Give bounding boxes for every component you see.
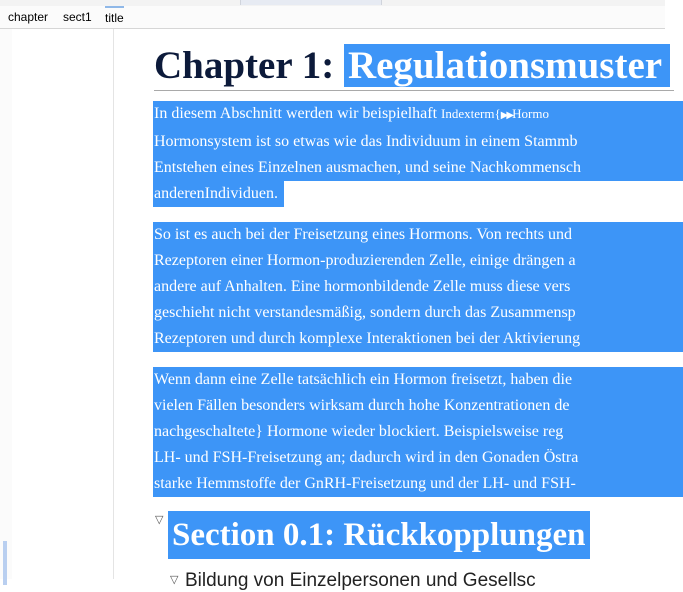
paragraph-line: Rezeptoren und durch komplexe Interaktionen bei der Aktivierung [153, 326, 683, 352]
chapter-title-prefix: Chapter 1: [154, 44, 335, 87]
paragraph-1[interactable] [153, 101, 683, 207]
subsection-collapse-triangle-icon[interactable]: ▽ [170, 573, 179, 586]
document-editor[interactable] [113, 29, 665, 591]
indexterm-text: Hormo [512, 106, 549, 121]
paragraph-line: Wenn dann eine Zelle tatsächlich ein Hormon freisetzt, haben die [153, 367, 683, 393]
paragraph-line: anderenIndividuen. [153, 181, 284, 207]
paragraph-line: Rezeptoren einer Hormon-produzierenden Zelle, einige drängen a [153, 248, 683, 274]
paragraph-line: andere auf Anhalten. Eine hormonbildende Zelle muss diese vers [153, 274, 683, 300]
paragraph-2[interactable] [153, 222, 683, 352]
breadcrumb [0, 6, 665, 29]
breadcrumb-title[interactable]: title [105, 6, 124, 25]
paragraph-line: vielen Fällen besonders wirksam durch hohe Konzentrationen de [153, 393, 683, 419]
paragraph-line: LH- und FSH-Freisetzung an; dadurch wird in den Gonaden Östra [153, 445, 683, 471]
gutter-selection-marker [3, 541, 7, 585]
breadcrumb-chapter[interactable]: chapter [8, 10, 49, 24]
chapter-title-rule [154, 90, 674, 91]
paragraph-line-text: In diesem Abschnitt werden wir beispielhaft [154, 105, 438, 122]
subsection-title[interactable]: Bildung von Einzelpersonen und Gesellsc [185, 570, 536, 591]
indexterm-label: Indexterm{ [441, 106, 501, 121]
paragraph-line [153, 101, 683, 129]
paragraph-line: Entstehen eines Einzelnen ausmachen, und seine Nachkommensch [153, 155, 683, 181]
structure-pane [12, 29, 114, 579]
paragraph-line: starke Hemmstoffe der GnRH-Freisetzung und der LH- und FSH- [153, 471, 683, 497]
paragraph-line: geschieht nicht verstandesmäßig, sondern durch das Zusammensp [153, 300, 683, 326]
section-collapse-triangle-icon[interactable]: ▽ [155, 513, 164, 526]
indexterm-marker-icon[interactable]: ▶▶ [500, 110, 513, 121]
chapter-title[interactable] [154, 41, 670, 91]
paragraph-3[interactable] [153, 367, 683, 497]
chapter-title-selected: Regulationsmuster [344, 44, 670, 87]
section-title[interactable]: Section 0.1: Rückkopplungen [168, 511, 590, 559]
breadcrumb-sect1[interactable]: sect1 [63, 10, 92, 24]
paragraph-line: Hormonsystem ist so etwas wie das Individuum in einem Stammb [153, 129, 683, 155]
top-tab-indicator [240, 0, 382, 5]
paragraph-line: nachgeschaltete} Hormone wieder blockiert. Beispielsweise reg [153, 419, 683, 445]
paragraph-line: So ist es auch bei der Freisetzung eines Hormons. Von rechts und [153, 222, 683, 248]
